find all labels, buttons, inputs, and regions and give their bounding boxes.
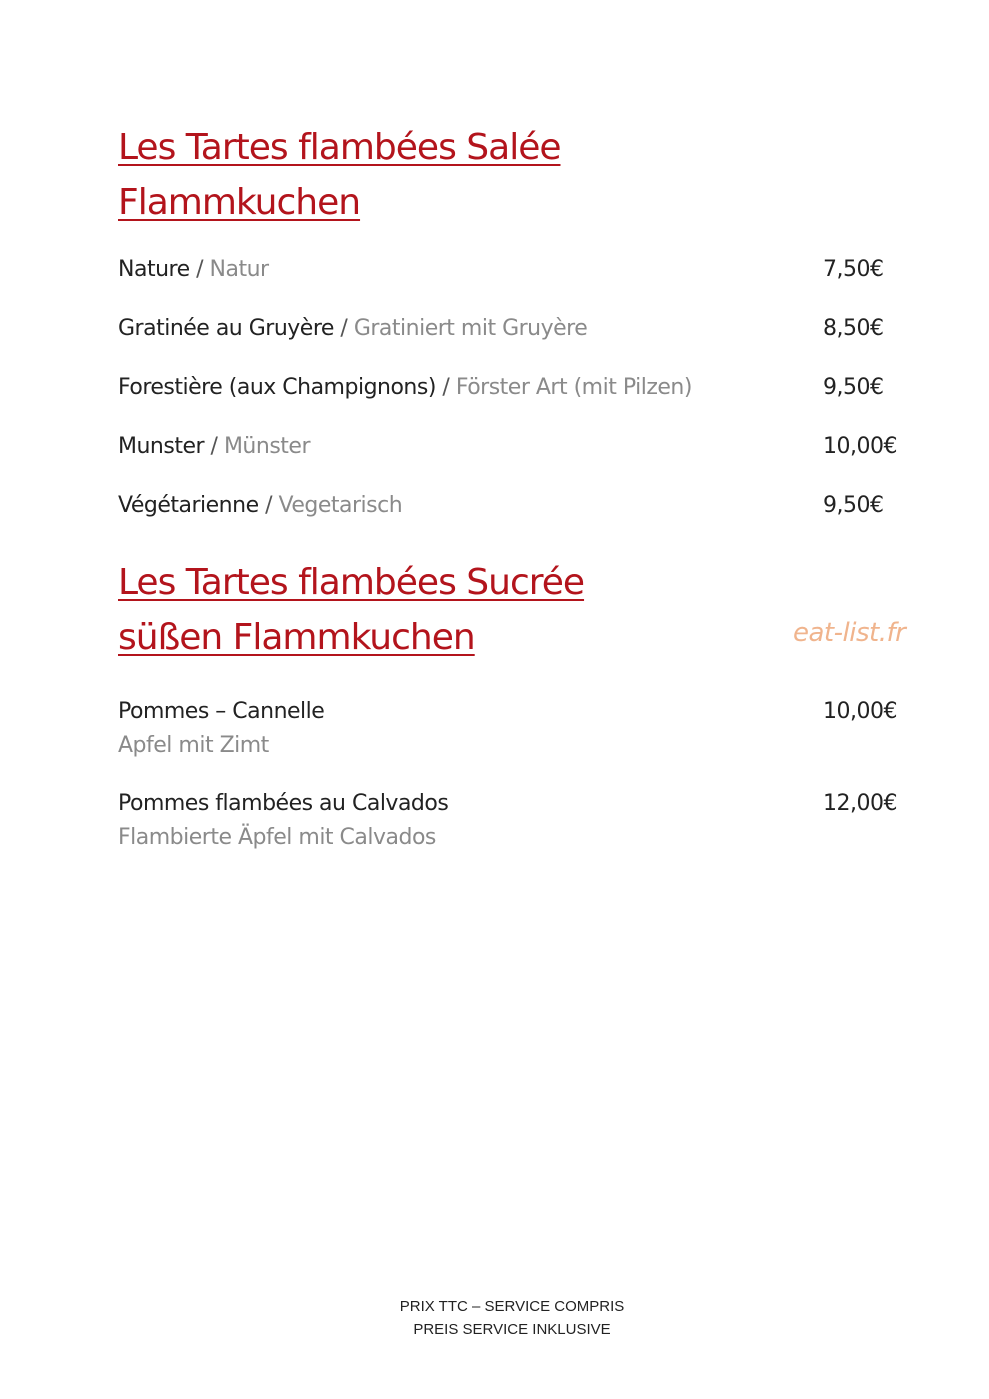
item-price: 9,50€ [823,493,884,518]
item-translation: Förster Art (mit Pilzen) [455,375,692,400]
item-price: 10,00€ [823,699,897,724]
item-translation: Apfel mit Zimt [118,733,269,758]
item-translation: Natur [209,257,269,282]
item-separator: / [204,434,224,459]
item-separator: / [258,493,279,518]
footer-preis-inklusive: PREIS SERVICE INKLUSIVE [413,1321,611,1338]
section-title-salee [118,120,561,230]
menu-item-pommes-cannelle [118,695,897,763]
item-name: Pommes flambées au Calvados [118,791,449,816]
item-translation: Vegetarisch [278,493,403,518]
section-title-sucree [118,555,584,665]
menu-item-gratinee [118,312,891,346]
section-title-line: süßen Flammkuchen [118,617,475,658]
item-name: Forestière (aux Champignons) [118,375,436,400]
watermark: eat-list.fr [793,618,906,648]
menu-item-nature [118,253,891,287]
item-separator: / [435,375,456,400]
menu-item-vegetarienne [118,489,891,523]
item-name: Munster [118,434,205,459]
menu-item-pommes-calvados [118,787,897,855]
item-name: Végétarienne [118,493,259,518]
item-price: 8,50€ [823,316,884,341]
menu-item-munster [118,430,897,464]
item-translation: Gratiniert mit Gruyère [353,316,588,341]
item-translation: Münster [223,434,310,459]
section-title-line: Les Tartes flambées Salée [118,127,561,168]
item-translation: Flambierte Äpfel mit Calvados [118,825,436,850]
section-title-line: Les Tartes flambées Sucrée [118,562,585,603]
item-price: 9,50€ [823,375,884,400]
item-price: 7,50€ [823,257,884,282]
item-name: Pommes – Cannelle [118,699,325,724]
section-title-line: Flammkuchen [118,182,361,223]
menu-item-forestiere [118,371,891,405]
item-price: 10,00€ [823,434,897,459]
footer-prix-ttc: PRIX TTC – SERVICE COMPRIS [399,1298,625,1315]
item-name: Gratinée au Gruyère [118,316,334,341]
item-price: 12,00€ [823,791,897,816]
item-name: Nature [118,257,190,282]
item-separator: / [189,257,210,282]
item-separator: / [333,316,354,341]
